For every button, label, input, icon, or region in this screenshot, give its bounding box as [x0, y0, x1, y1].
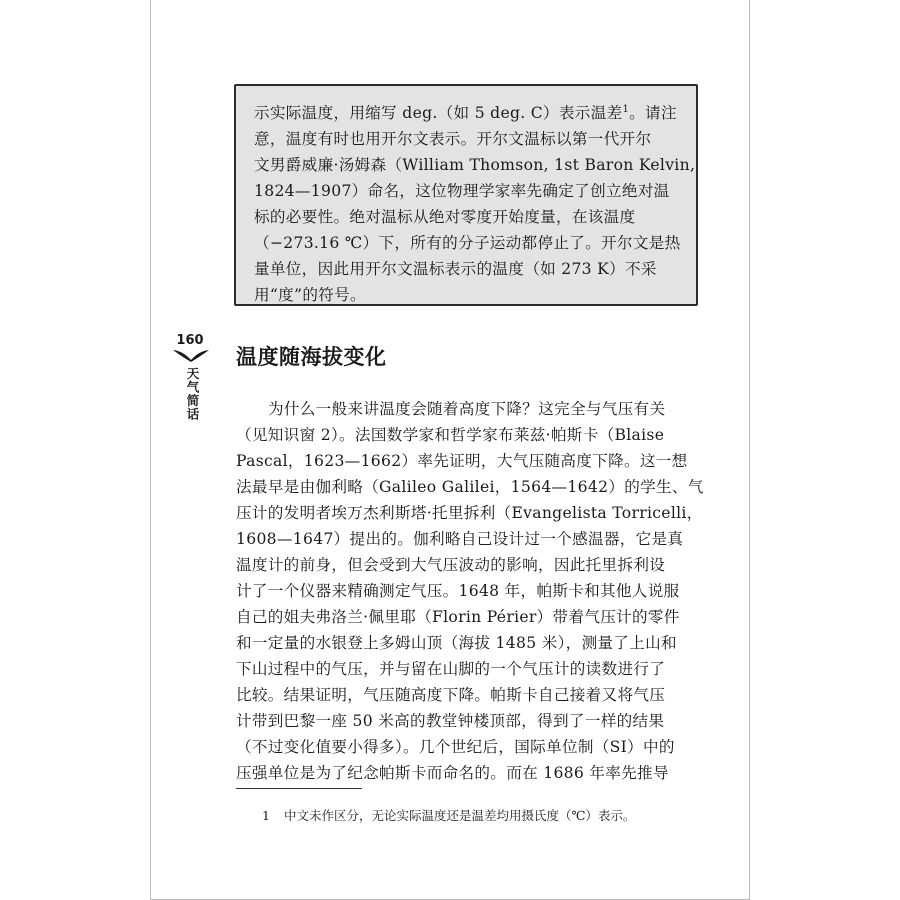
body-line: 1608—1647）提出的。伽利略自己设计过一个感温器，它是真	[236, 530, 684, 548]
box-line: 意，温度有时也用开尔文表示。开尔文温标以第一代开尔	[254, 130, 652, 148]
running-title: 天气简话	[185, 367, 200, 421]
footnote-number: 1	[262, 808, 270, 823]
body-line: 计带到巴黎一座 50 米高的教堂钟楼顶部，得到了一样的结果	[236, 712, 665, 730]
body-line: 下山过程中的气压，并与留在山脚的一个气压计的读数进行了	[236, 660, 666, 678]
box-line: 示实际温度，用缩写 deg.（如 5 deg. C）表示温差$^1$。请注	[254, 103, 677, 122]
footnote	[262, 806, 635, 824]
footnote-ref: 1	[622, 103, 630, 115]
body-line: 温度计的前身，但会受到大气压波动的影响，因此托里拆利设	[236, 556, 666, 574]
box-line: 1824—1907）命名，这位物理学家率先确定了创立绝对温	[254, 182, 670, 200]
body-line: 为什么一般来讲温度会随着高度下降？这完全与气压有关	[268, 400, 666, 418]
box-line: 用“度”的符号。	[254, 286, 366, 304]
page-number: 160	[176, 333, 204, 348]
box-line: （−273.16 ℃）下，所有的分子运动都停止了。开尔文是热	[254, 234, 681, 252]
box-line: 标的必要性。绝对温标从绝对零度开始度量，在该温度	[254, 208, 636, 226]
footnote-divider	[236, 788, 362, 789]
footnote-text: 中文未作区分，无论实际温度还是温差均用摄氏度（℃）表示。	[283, 808, 636, 823]
body-line: 压强单位是为了纪念帕斯卡而命名的。而在 1686 年率先推导	[236, 764, 669, 782]
body-line: Pascal，1623—1662）率先证明，大气压随高度下降。这一想	[236, 452, 688, 470]
box-line: 文男爵威廉·汤姆森（William Thomson, 1st Baron Kelvin,	[254, 156, 696, 174]
ornament-icon	[171, 347, 211, 363]
body-line: 计了一个仪器来精确测定气压。1648 年，帕斯卡和其他人说服	[236, 582, 680, 600]
section-heading: 温度随海拔变化	[236, 345, 387, 369]
body-line: 比较。结果证明，气压随高度下降。帕斯卡自己接着又将气压	[236, 686, 666, 704]
body-line: （见知识窗 2）。法国数学家和哲学家布莱兹·帕斯卡（Blaise	[236, 426, 665, 444]
body-line: 和一定量的水银登上多姆山顶（海拔 1485 米），测量了上山和	[236, 634, 677, 652]
body-line: 自己的姐夫弗洛兰·佩里耶（Florin Périer）带着气压计的零件	[236, 608, 680, 626]
box-line: 量单位，因此用开尔文温标表示的温度（如 273 K）不采	[254, 260, 657, 278]
body-line: （不过变化值要小得多）。几个世纪后，国际单位制（SI）中的	[236, 738, 675, 756]
body-line: 压计的发明者埃万杰利斯塔·托里拆利（Evangelista Torricelli，	[236, 504, 703, 522]
body-line: 法最早是由伽利略（Galileo Galilei，1564—1642）的学生、气	[236, 478, 704, 496]
